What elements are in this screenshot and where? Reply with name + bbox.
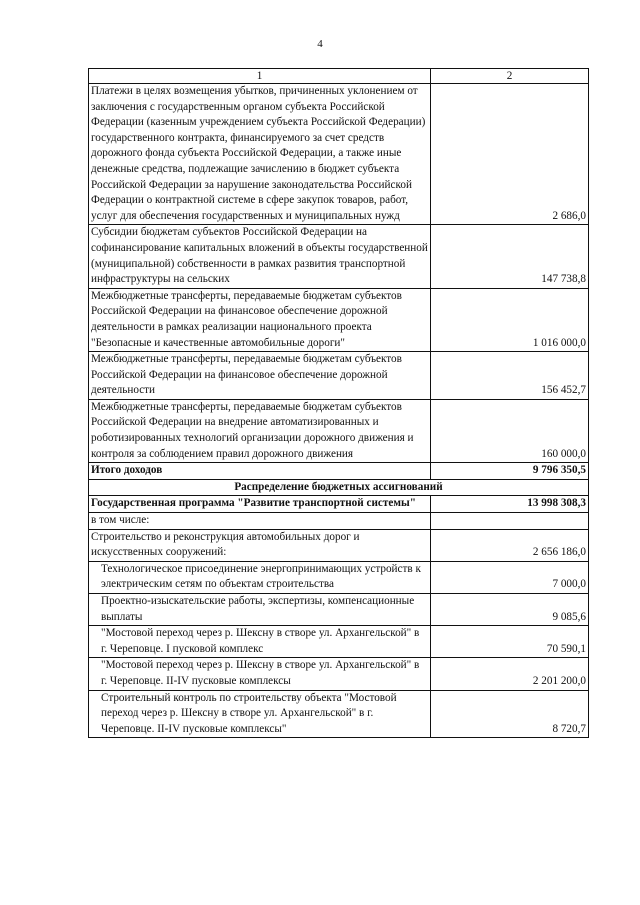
row-value: 160 000,0 [431, 399, 589, 462]
table-row [89, 626, 589, 658]
table-row [89, 225, 589, 288]
row-value: 1 016 000,0 [431, 288, 589, 351]
row-value: 2 201 200,0 [431, 658, 589, 690]
total-income-row [89, 463, 589, 480]
row-value: 147 738,8 [431, 225, 589, 288]
row-value: 7 000,0 [431, 561, 589, 593]
column-header-2: 2 [431, 69, 589, 84]
row-value: 2 656 186,0 [431, 529, 589, 561]
row-value [431, 513, 589, 530]
table-row [89, 561, 589, 593]
table-header-row [89, 69, 589, 84]
table-row [89, 399, 589, 462]
budget-table [88, 68, 589, 738]
row-value: 2 686,0 [431, 84, 589, 225]
table-row [89, 690, 589, 738]
table-row [89, 658, 589, 690]
row-value: 9 796 350,5 [431, 463, 589, 480]
row-label: Платежи в целях возмещения убытков, причиненных уклонением от заключения с государственным органом субъекта Российской Федерации (казенным учреждением субъекта Российской Федерации) государственного контракта, финансируемого за счет средств дорожного фонда субъекта Российской Федерации, а также иные денежные средства, подлежащие зачислению в бюджет субъекта Российской Федерации за нарушение законодательства Российской Федерации о контрактной системе в сфере закупок товаров, работ, услуг для обеспечения государственных и муниципальных нужд [89, 84, 431, 225]
row-label: Государственная программа "Развитие транспортной системы" [89, 496, 431, 513]
row-value: 156 452,7 [431, 352, 589, 400]
table-row [89, 513, 589, 530]
row-label: Строительство и реконструкция автомобильных дорог и искусственных сооружений: [89, 529, 431, 561]
program-row [89, 496, 589, 513]
row-label: Межбюджетные трансферты, передаваемые бюджетам субъектов Российской Федерации на финансовое обеспечение дорожной деятельности [89, 352, 431, 400]
row-label: Межбюджетные трансферты, передаваемые бюджетам субъектов Российской Федерации на внедрение автоматизированных и роботизированных технологий организации дорожного движения и контроля за соблюдением правил дорожного движения [89, 399, 431, 462]
row-label: Технологическое присоединение энергопринимающих устройств к электрическим сетям по объектам строительства [89, 561, 431, 593]
table-row [89, 352, 589, 400]
page-number: 4 [317, 38, 323, 50]
row-label: "Мостовой переход через р. Шексну в створе ул. Архангельской" в г. Череповце. II-IV пусковые комплексы [89, 658, 431, 690]
row-label: Проектно-изыскательские работы, экспертизы, компенсационные выплаты [89, 594, 431, 626]
row-value: 9 085,6 [431, 594, 589, 626]
section-heading: Распределение бюджетных ассигнований [89, 479, 589, 496]
row-value: 13 998 308,3 [431, 496, 589, 513]
row-label: Итого доходов [89, 463, 431, 480]
row-value: 70 590,1 [431, 626, 589, 658]
row-value: 8 720,7 [431, 690, 589, 738]
table-row [89, 594, 589, 626]
row-label: Субсидии бюджетам субъектов Российской Федерации на софинансирование капитальных вложений в объекты государственной (муниципальной) собственности в рамках развития транспортной инфраструктуры на сельских [89, 225, 431, 288]
row-label: Межбюджетные трансферты, передаваемые бюджетам субъектов Российской Федерации на финансовое обеспечение дорожной деятельности в рамках реализации национального проекта "Безопасные и качественные автомобильные дороги" [89, 288, 431, 351]
table-row [89, 84, 589, 225]
table-row [89, 529, 589, 561]
row-label: Строительный контроль по строительству объекта "Мостовой переход через р. Шексну в створе ул. Архангельской" в г. Череповце. II-IV пусковые комплексы" [89, 690, 431, 738]
column-header-1: 1 [89, 69, 431, 84]
row-label: "Мостовой переход через р. Шексну в створе ул. Архангельской" в г. Череповце. I пусковой комплекс [89, 626, 431, 658]
section-heading-row [89, 479, 589, 496]
row-label: в том числе: [89, 513, 431, 530]
table-row [89, 288, 589, 351]
